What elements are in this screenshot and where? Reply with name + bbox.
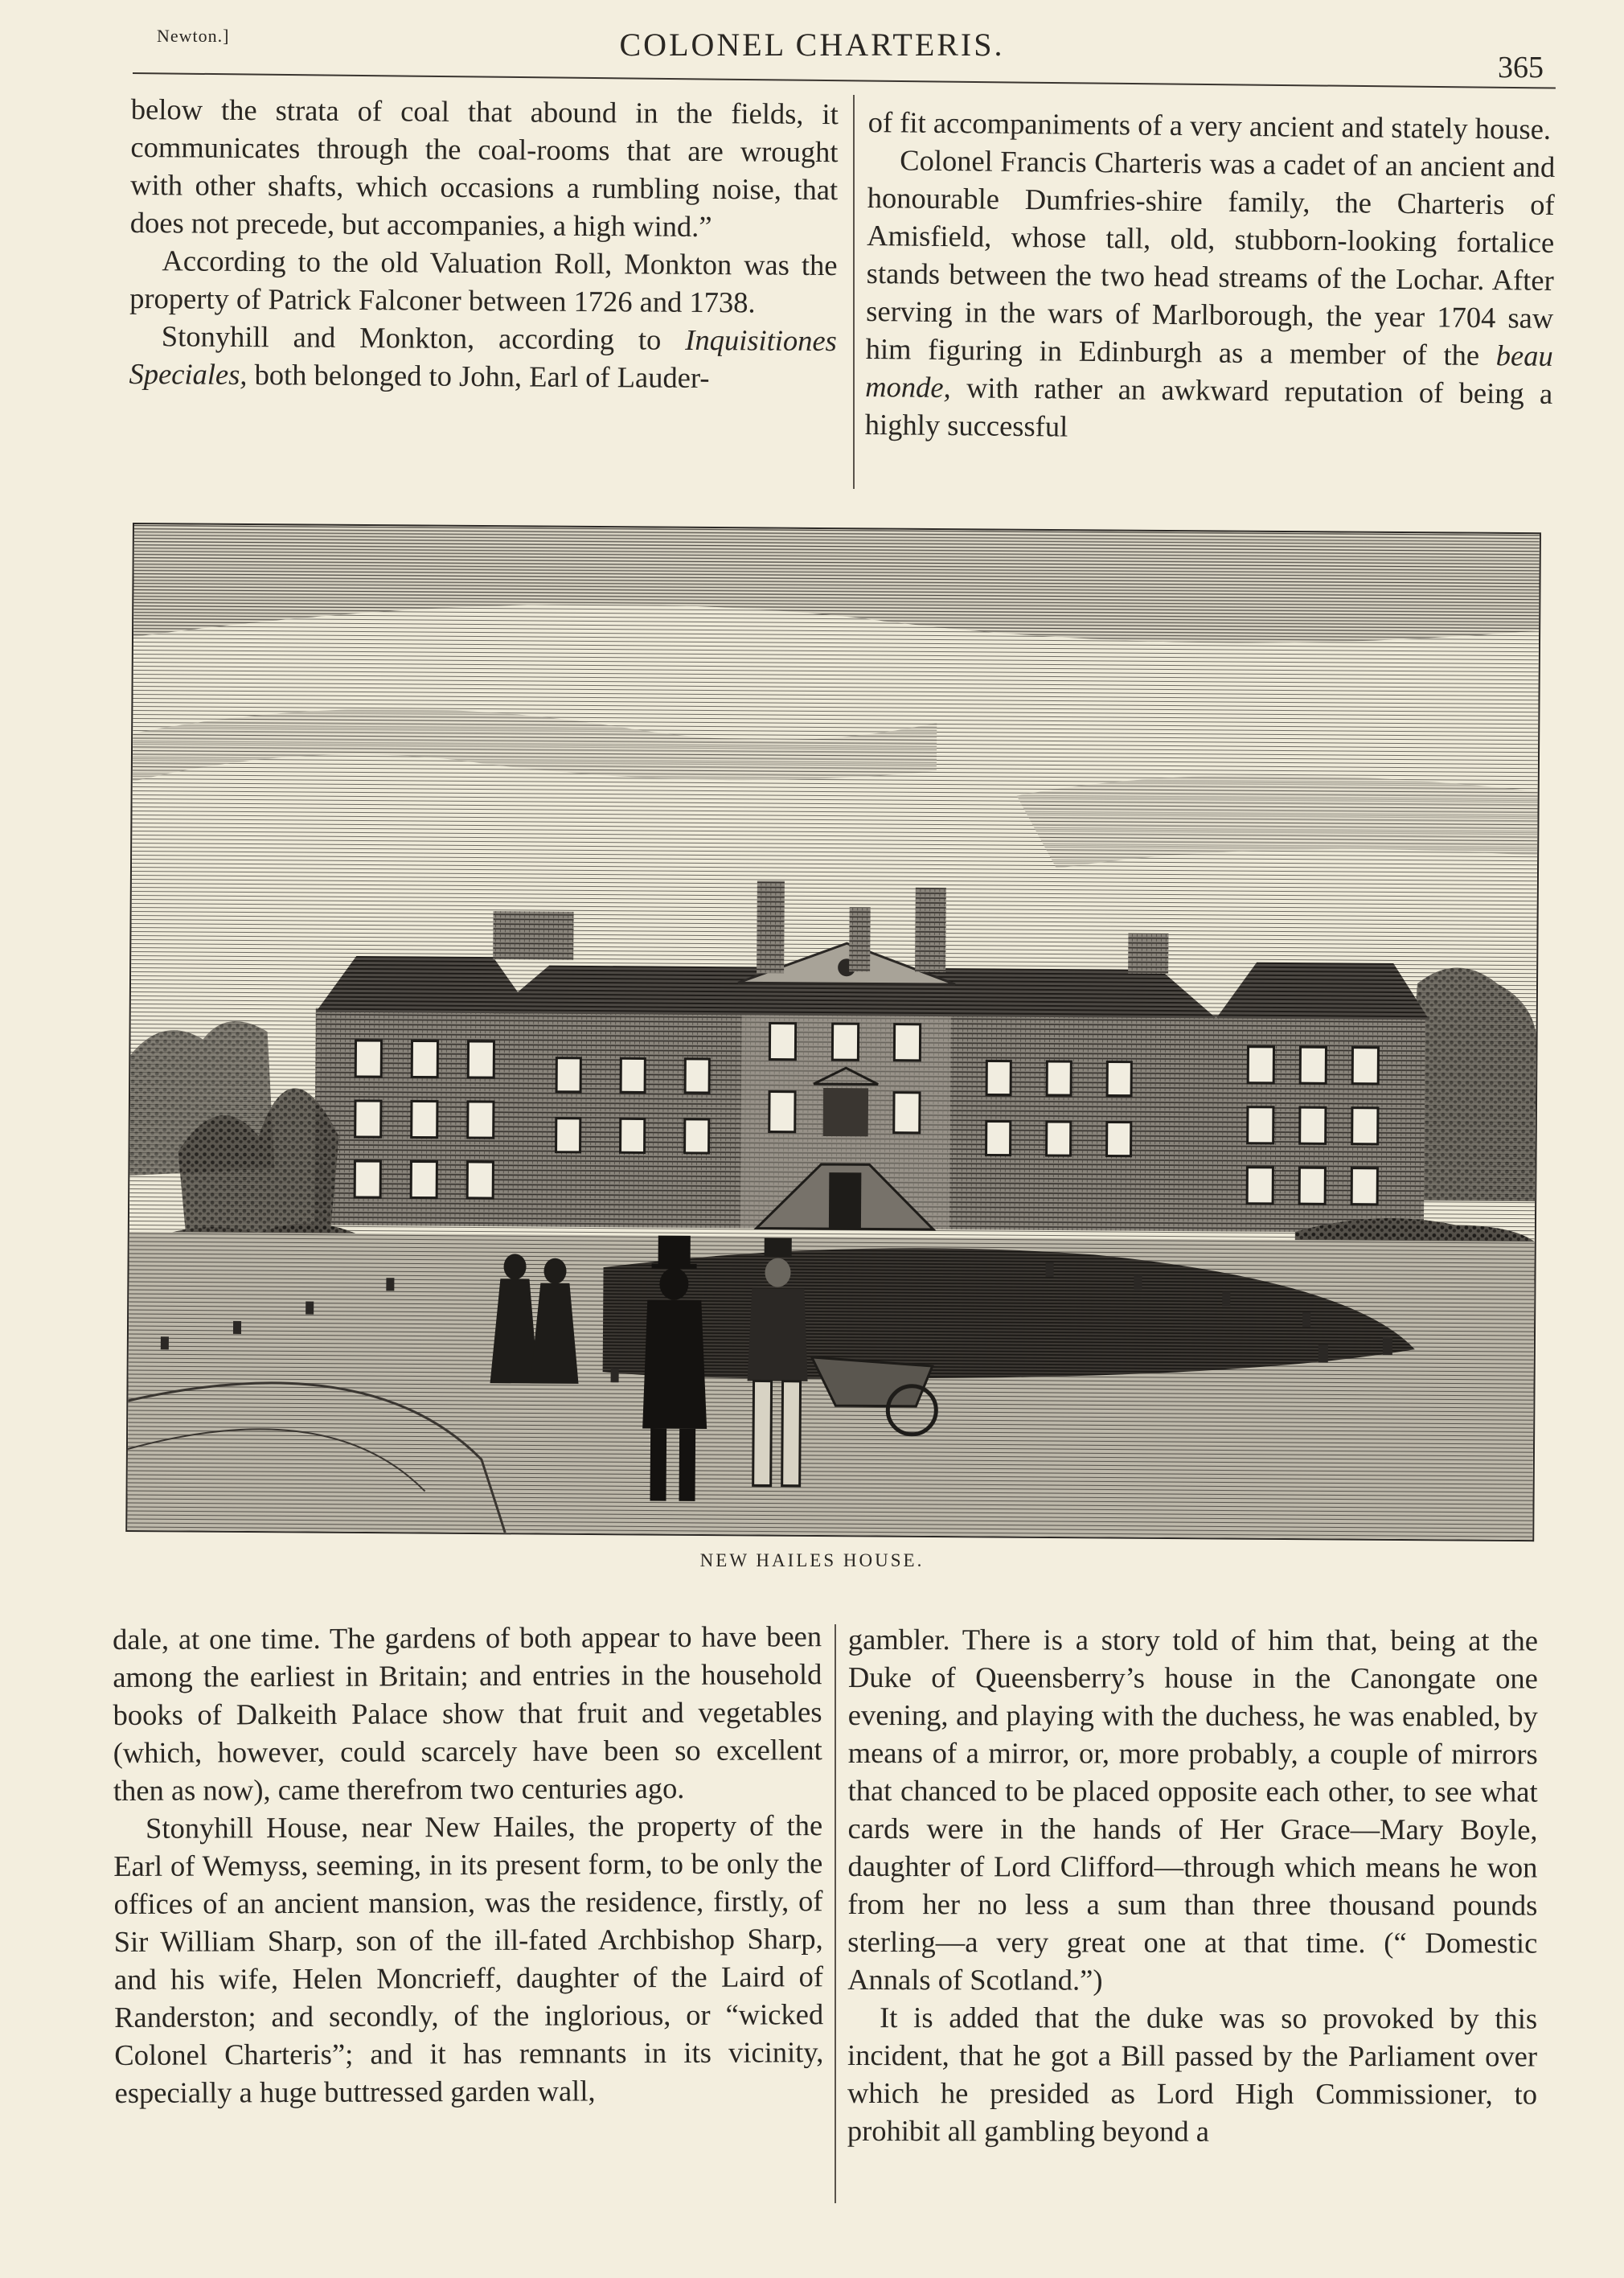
header-rule <box>133 72 1556 89</box>
paragraph: According to the old Valuation Roll, Monkton was the property of Patrick Falconer between 1726 and 1738. <box>129 244 838 319</box>
paragraph: of fit accompaniments of a very ancient and stately house. <box>867 105 1552 146</box>
paragraph <box>865 141 1556 450</box>
paragraph: It is added that the duke was so provoked by this incident, that he got a Bill passed by the Parliament over which he presided as Lord High Commissioner, to prohibit all gambling beyond a <box>847 2001 1538 2148</box>
column-rule-top <box>853 95 855 489</box>
text-column-bottom-left <box>113 1617 824 2112</box>
italic-title: Inquisitiones Speciales, <box>129 322 837 392</box>
italic-phrase: beau monde, <box>865 339 1553 404</box>
text-column-top-left <box>129 90 839 397</box>
page-number: 365 <box>1498 51 1544 84</box>
text-run: with rather an awkward reputation of being a highly successful <box>864 371 1553 443</box>
text-column-bottom-right <box>847 1620 1538 2150</box>
column-rule-bottom <box>835 1624 836 2203</box>
text-run: Colonel Francis Charteris was a cadet of an ancient and honourable Dumfries-shire family, the Charteris of Amisfield, whose tall, old, stubborn-looking fortalice stands between the two head streams of the Lochar. After serving in the wars of Marlborough, the year 1704 saw him figuring in Edinburgh as a member of the <box>865 143 1556 372</box>
running-head-title: COLONEL CHARTERIS. <box>619 27 1005 63</box>
paragraph: dale, at one time. The gardens of both appear to have been among the earliest in Britain; and entries in the household books of Dalkeith Palace show that fruit and vegetables (which, however, could scarcely have been so excellent then as now), came therefrom two centuries ago. <box>113 1619 822 1807</box>
engraving-new-hailes-house <box>125 523 1541 1541</box>
paragraph: gambler. There is a story told of him that, being at the Duke of Queensberry’s house in the Canongate one evening, and playing with the duchess, he was enabled, by means of a mirror, or, more probably, a couple of mirrors that chanced to be placed opposite each other, to see what cards were in the hands of Her Grace—Mary Boyle, daughter of Lord Clifford—through which means he won from her no less a sum than three thousand pounds sterling—a very great one at that time. (“ Domestic Annals of Scotland.”) <box>847 1623 1538 1997</box>
paragraph <box>129 317 837 397</box>
paragraph: Stonyhill House, near New Hailes, the property of the Earl of Wemyss, seeming, in its present form, to be only the offices of an ancient mansion, was the residence, firstly, of Sir William Sharp, son of the ill-fated Archbishop Sharp, and his wife, Helen Moncrieff, daughter of the Laird of Randerston; and secondly, of the inglorious, or “wicked Colonel Charteris”; and it has remnants in its vicinity, especially a huge buttressed garden wall, <box>113 1808 824 2109</box>
figure-caption: NEW HAILES HOUSE. <box>699 1550 925 1570</box>
paragraph: below the strata of coal that abound in the fields, it communicates through the coal-rooms that are wrought with other shafts, which occasions a rumbling noise, that does not precede, but accompanies, a high wind.” <box>129 92 839 244</box>
text-run: Stonyhill and Monkton, according to <box>161 319 686 356</box>
running-head-left: Newton.] <box>157 26 230 46</box>
text-run: both belonged to John, Earl of Lauder- <box>247 358 710 395</box>
text-column-top-right <box>865 103 1556 450</box>
